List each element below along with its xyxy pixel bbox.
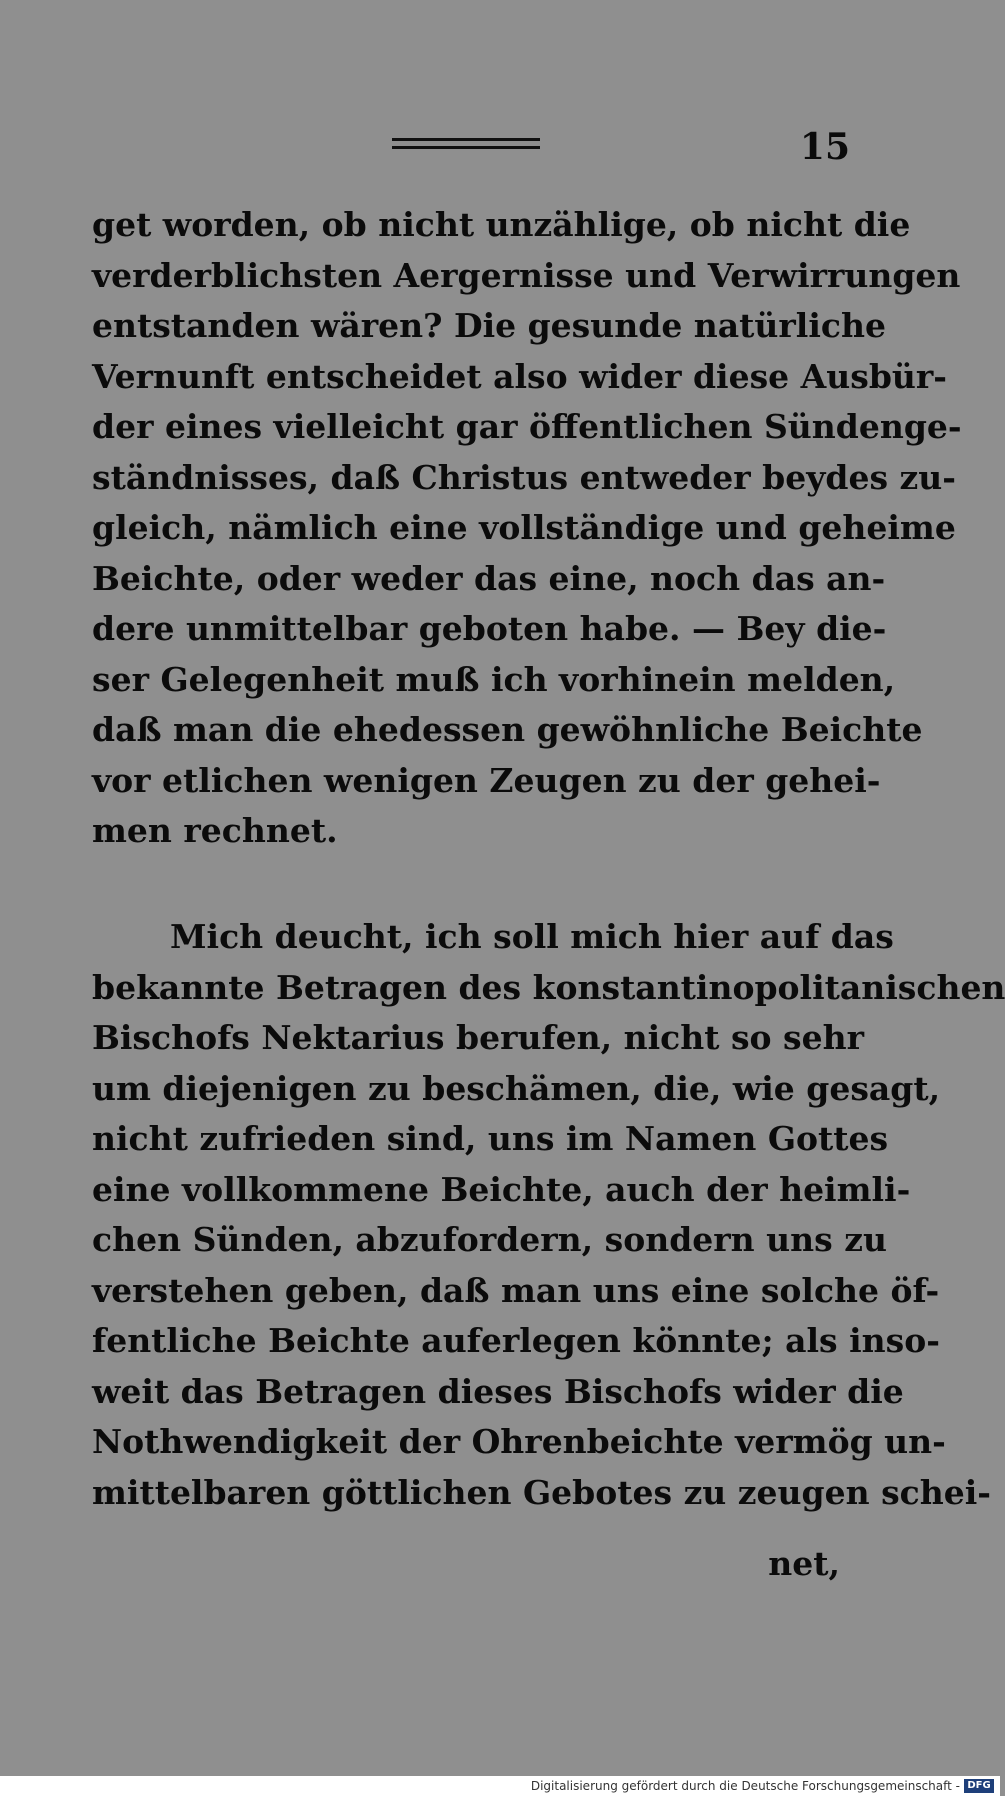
catchword: net, bbox=[768, 1544, 840, 1583]
text-line: chen Sünden, abzufordern, sondern uns zu bbox=[92, 1220, 887, 1259]
text-line: Nothwendigkeit der Ohrenbeichte vermög un- bbox=[92, 1422, 946, 1461]
text-line: gleich, nämlich eine vollständige und geheime bbox=[92, 508, 956, 547]
text-line: der eines vielleicht gar öffentlichen Sündenge- bbox=[92, 407, 962, 446]
text-line: daß man die ehedessen gewöhnliche Beichte bbox=[92, 710, 923, 749]
text-line: eine vollkommene Beichte, auch der heimli- bbox=[92, 1169, 911, 1209]
paragraph-2 bbox=[92, 912, 1005, 1518]
text-line: get worden, ob nicht unzählige, ob nicht die bbox=[92, 205, 911, 244]
text-line: bekannte Betragen des konstantinopolitanischen bbox=[92, 967, 1005, 1007]
text-line: verstehen geben, daß man uns eine solche öf- bbox=[92, 1270, 940, 1310]
text-line: verderblichsten Aergernisse und Verwirrungen bbox=[92, 255, 961, 295]
text-line: Vernunft entscheidet also wider diese Ausbür- bbox=[92, 356, 947, 396]
header-rule-top bbox=[392, 138, 540, 141]
text-line: Mich deucht, ich soll mich hier auf das bbox=[170, 917, 894, 956]
text-line: fentliche Beichte auferlegen könnte; als inso- bbox=[92, 1321, 940, 1360]
header-double-rule bbox=[392, 138, 540, 154]
text-line: um diejenigen zu beschämen, die, wie gesagt, bbox=[92, 1068, 941, 1108]
text-line: men rechnet. bbox=[92, 811, 338, 850]
text-line: Beichte, oder weder das eine, noch das an- bbox=[92, 558, 886, 598]
text-line: Bischofs Nektarius berufen, nicht so sehr bbox=[92, 1018, 864, 1057]
text-line: entstanden wären? Die gesunde natürliche bbox=[92, 306, 886, 345]
header-rule-bottom bbox=[392, 146, 540, 149]
footer-credit-text: Digitalisierung gefördert durch die Deutsche Forschungsgemeinschaft - bbox=[530, 1779, 960, 1793]
text-line: weit das Betragen dieses Bischofs wider die bbox=[92, 1371, 904, 1411]
text-line: dere unmittelbar geboten habe. — Bey die- bbox=[92, 609, 887, 648]
text-line: mittelbaren göttlichen Gebotes zu zeugen schei- bbox=[92, 1472, 991, 1512]
text-line: nicht zufrieden sind, uns im Namen Gottes bbox=[92, 1119, 889, 1158]
paragraph-1 bbox=[92, 200, 962, 857]
dfg-logo-icon: DFG bbox=[964, 1779, 994, 1793]
digitization-footer bbox=[0, 1776, 1000, 1796]
text-line: ser Gelegenheit muß ich vorhinein melden, bbox=[92, 659, 896, 699]
page-number: 15 bbox=[799, 126, 850, 168]
text-line: vor etlichen wenigen Zeugen zu der gehei- bbox=[92, 760, 881, 800]
text-line: ständnisses, daß Christus entweder beydes zu- bbox=[92, 457, 956, 497]
